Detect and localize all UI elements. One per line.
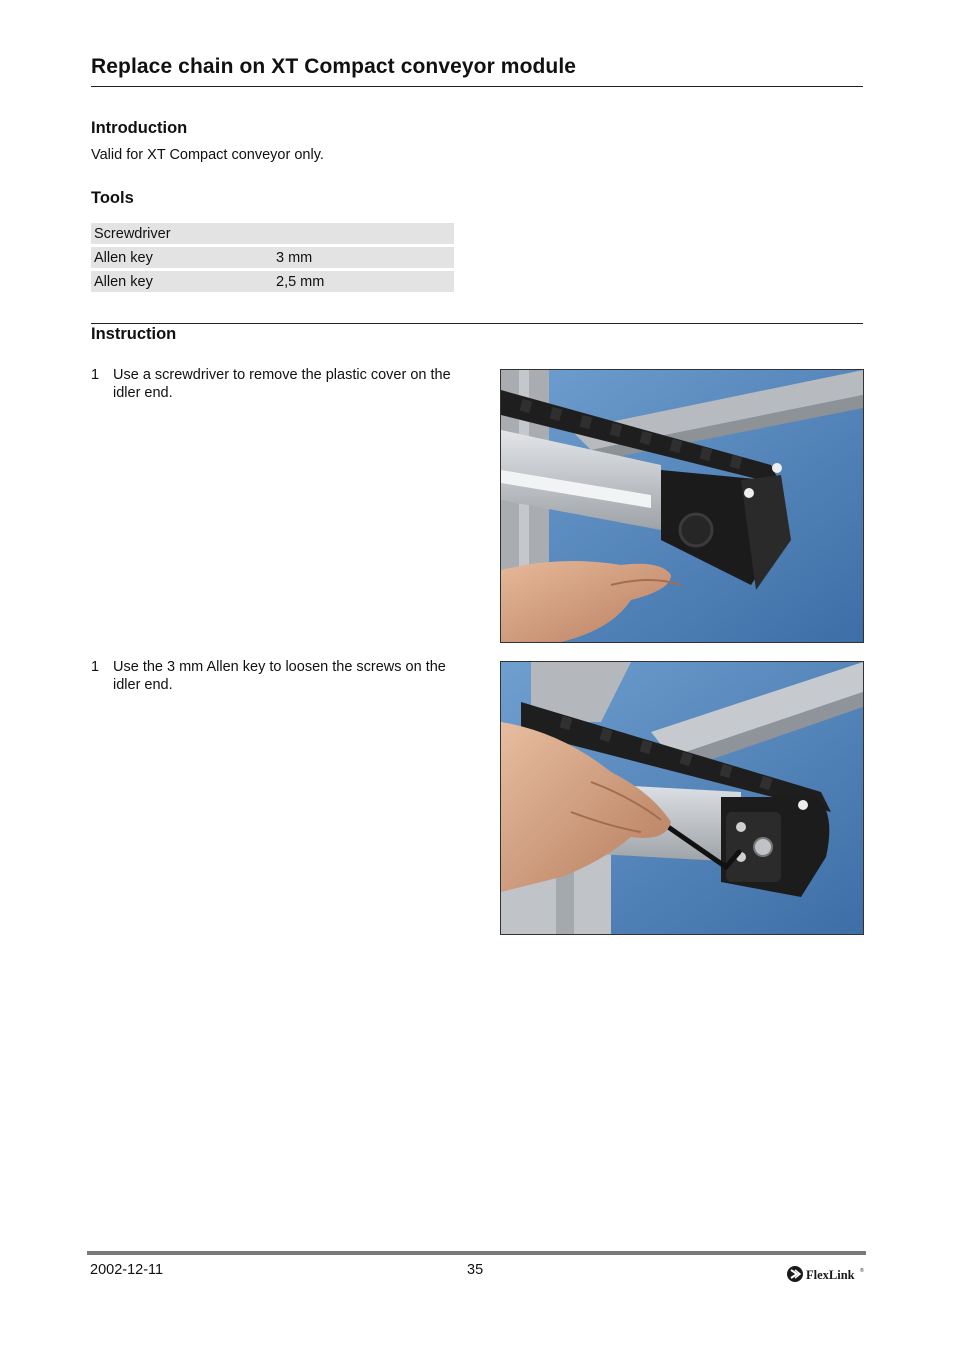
introduction-heading: Introduction [91,119,188,137]
tools-table [91,220,454,295]
table-row [91,271,454,292]
step-text: Use a screwdriver to remove the plastic cover on the idler end. [113,367,451,401]
tools-heading: Tools [91,189,134,207]
instruction-heading: Instruction [91,325,177,343]
instruction-rule [91,323,863,324]
step-text: Use the 3 mm Allen key to loosen the screws on the idler end. [113,659,446,693]
introduction-text: Valid for XT Compact conveyor only. [91,147,324,163]
table-row [91,223,454,244]
tool-size [273,223,454,244]
flexlink-logo [786,1264,864,1284]
photo-remove-cover [500,369,864,643]
tool-size: 2,5 mm [273,271,454,292]
conveyor-cover-illustration [501,370,863,642]
tool-name: Allen key [91,247,273,268]
photo-loosen-screws [500,661,864,935]
tool-name: Allen key [91,271,273,292]
instruction-step [91,658,461,698]
page-title: Replace chain on XT Compact conveyor module [91,55,577,78]
footer-rule [87,1251,866,1255]
allen-key-illustration [501,662,863,934]
table-row [91,247,454,268]
page-number: 35 [467,1262,484,1278]
step-number: 1 [91,659,100,675]
title-rule [91,86,863,87]
tool-name: Screwdriver [91,223,273,244]
tool-size: 3 mm [273,247,454,268]
instruction-step [91,366,461,406]
step-number: 1 [91,367,100,383]
flexlink-logo-icon [786,1264,864,1284]
logo-wordmark: FlexLink [806,1268,855,1282]
footer-date: 2002-12-11 [90,1262,164,1278]
svg-text:®: ® [860,1268,864,1274]
